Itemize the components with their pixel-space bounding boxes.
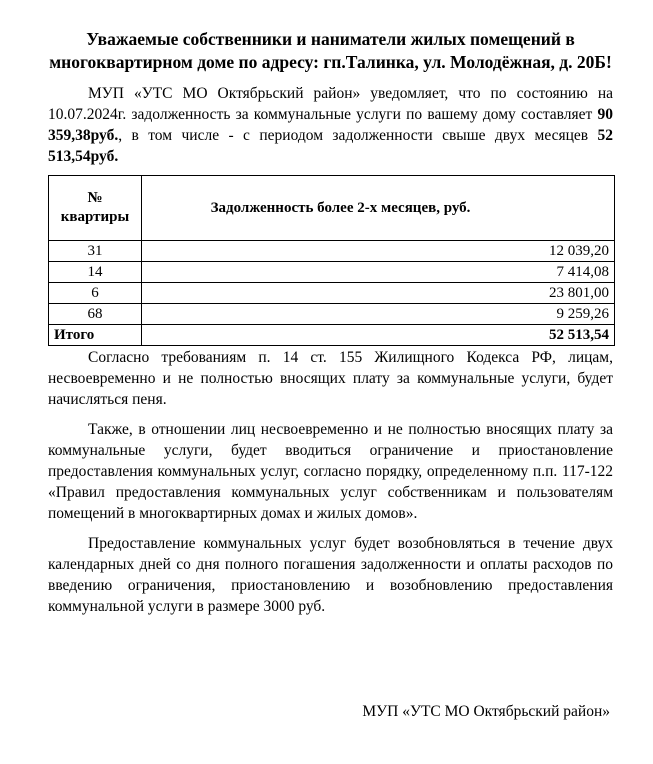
apartment-number: 6 (49, 283, 142, 304)
debt-amount: 7 414,08 (142, 262, 615, 283)
intro-text-1: МУП «УТС МО Октябрьский район» уведомляет, что по состоянию на 10.07.2024г. задолженность за коммунальные услуги по вашему дому составляет (48, 85, 613, 123)
total-debt: 90 359,38руб. (48, 106, 613, 144)
apartment-number: 14 (49, 262, 142, 283)
table-row (49, 262, 615, 283)
header-apartment: № квартиры (49, 176, 142, 241)
table-header-row (49, 176, 615, 241)
total-value: 52 513,54 (142, 325, 615, 346)
overdue-debt: 52 513,54руб. (48, 127, 613, 165)
intro-paragraph (48, 83, 613, 167)
debt-amount: 12 039,20 (142, 241, 615, 262)
intro-text-2: , в том числе - с периодом задолженности свыше двух месяцев (118, 127, 598, 144)
signature: МУП «УТС МО Октябрьский район» (362, 703, 610, 720)
restriction-paragraph: Также, в отношении лиц несвоевременно и не полностью вносящих плату за коммунальные услуги, будет вводиться ограничение и приостановление предоставления коммунальных услуг, согласно порядку, определенному п.п. 117-122 «Правил предоставления коммунальных услуг собственникам и пользователям помещений в многоквартирных домах и жилых домов». (48, 421, 613, 522)
debt-amount: 23 801,00 (142, 283, 615, 304)
table-row (49, 304, 615, 325)
restoration-paragraph: Предоставление коммунальных услуг будет возобновляться в течение двух календарных дней со дня полного погашения задолженности и оплаты расходов по введению ограничения, приостановлению и возобновлению предоставления коммунальной услуги в размере 3000 руб. (48, 535, 613, 615)
table-total-row (49, 325, 615, 346)
debt-table (48, 175, 615, 346)
table-row (49, 241, 615, 262)
table-row (49, 283, 615, 304)
header-debt: Задолженность более 2-х месяцев, руб. (142, 176, 615, 241)
document-title: Уважаемые собственники и наниматели жилых помещений в многоквартирном доме по адресу: гп.Талинка, ул. Молодёжная, д. 20Б! (49, 29, 612, 72)
total-label: Итого (49, 325, 142, 346)
apartment-number: 68 (49, 304, 142, 325)
apartment-number: 31 (49, 241, 142, 262)
debt-amount: 9 259,26 (142, 304, 615, 325)
penalty-paragraph: Согласно требованиям п. 14 ст. 155 Жилищного Кодекса РФ, лицам, несвоевременно и не полностью вносящих плату за коммунальные услуги, будет начисляться пеня. (48, 349, 613, 408)
